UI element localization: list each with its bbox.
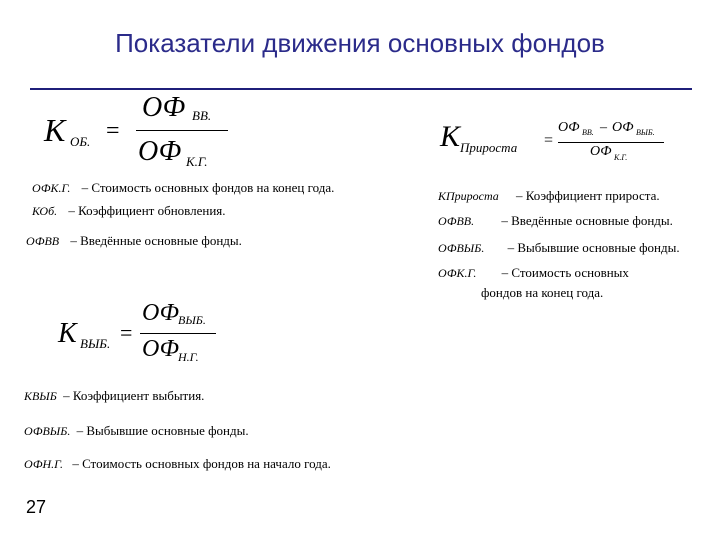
legend-retirement-row [24, 456, 331, 472]
formula-renewal-eq: = [106, 118, 120, 144]
formula-growth-fraction-line [558, 142, 664, 143]
slide-title: Показатели движения основных фондов [115, 28, 605, 58]
formula-renewal-den-sub: К.Г. [186, 154, 208, 169]
legend-growth-row [438, 240, 680, 256]
legend-renewal-row [32, 203, 226, 219]
formula-retirement-den-sub: Н.Г. [178, 350, 199, 364]
legend-growth-row [438, 188, 660, 204]
formula-renewal-fraction-line [136, 130, 228, 131]
legend-text: – Введённые основные фонды. [70, 233, 242, 248]
legend-symbol-sub: Прироста [445, 189, 499, 203]
legend-text: – Стоимость основных [501, 265, 629, 280]
legend-symbol-sub: ВВ. [456, 214, 475, 228]
page-number: 27 [26, 497, 47, 517]
legend-symbol-sub: К.Г. [456, 266, 477, 280]
legend-retirement-row [24, 388, 204, 404]
formula-growth-den-sub: К.Г. [614, 153, 628, 162]
legend-symbol-sub: К.Г. [50, 181, 71, 195]
legend-symbol-sub: Об. [39, 204, 58, 218]
legend-symbol: ОФ [24, 457, 43, 471]
title-divider [30, 88, 692, 90]
formula-growth-minus: – [600, 120, 607, 135]
formula-retirement-den: ОФ [142, 336, 179, 362]
legend-symbol-sub: ВЫБ [31, 389, 57, 403]
formula-renewal-k: K [44, 112, 66, 148]
formula-growth-num: ОФ [558, 120, 580, 135]
legend-retirement-row [24, 423, 249, 439]
legend-renewal-row [32, 180, 334, 196]
formula-growth-eq: = [544, 132, 554, 149]
legend-symbol: ОФ [438, 214, 457, 228]
legend-text: – Стоимость основных фондов на начало года. [72, 456, 331, 471]
formula-retirement-k-sub: ВЫБ. [80, 336, 111, 351]
legend-symbol: ОФ [438, 266, 457, 280]
legend-symbol: ОФ [32, 181, 51, 195]
formula-growth-num2: ОФ [612, 120, 634, 135]
legend-symbol: ОФ [26, 234, 45, 248]
legend-symbol-sub: Н.Г. [42, 457, 64, 471]
formula-retirement-fraction-line [140, 333, 216, 334]
formula-growth-k: K [440, 120, 461, 153]
legend-renewal-row [26, 233, 242, 249]
legend-growth-row [438, 265, 629, 281]
formula-renewal-num-sub: ВВ. [192, 108, 212, 123]
legend-symbol: К [32, 204, 40, 218]
legend-growth-row [438, 213, 673, 229]
legend-symbol: К [24, 389, 32, 403]
legend-text: – Коэффициент обновления. [68, 203, 226, 218]
formula-renewal-k-sub: ОБ. [70, 134, 91, 149]
formula-growth-den: ОФ [590, 144, 612, 159]
formula-renewal-num: ОФ [142, 92, 186, 123]
legend-text: – Коэффициент прироста. [516, 188, 660, 203]
legend-symbol-sub: ВВ [44, 234, 60, 248]
legend-symbol: К [438, 189, 446, 203]
formula-retirement-eq: = [120, 320, 133, 345]
formula-growth-num-sub1: ВВ. [582, 128, 594, 137]
legend-symbol: ОФ [438, 241, 457, 255]
legend-growth-row-continuation: фондов на конец года. [481, 285, 604, 300]
legend-symbol-sub: ВЫБ. [42, 424, 71, 438]
formula-renewal-den: ОФ [138, 136, 182, 167]
legend-text: – Выбывшие основные фонды. [76, 423, 249, 438]
legend-text: – Выбывшие основные фонды. [507, 240, 680, 255]
legend-text: – Стоимость основных фондов на конец года. [81, 180, 335, 195]
formula-retirement-k: K [58, 318, 77, 349]
legend-text: – Коэффициент выбытия. [63, 388, 205, 403]
formula-growth-num-sub2: ВЫБ. [636, 128, 655, 137]
legend-text: – Введённые основные фонды. [501, 213, 673, 228]
legend-symbol: ОФ [24, 424, 43, 438]
formula-retirement-num: ОФ [142, 300, 179, 326]
legend-symbol-sub: ВЫБ. [456, 241, 485, 255]
formula-growth-k-sub: Прироста [460, 140, 518, 155]
formula-retirement-num-sub: ВЫБ. [178, 313, 206, 327]
